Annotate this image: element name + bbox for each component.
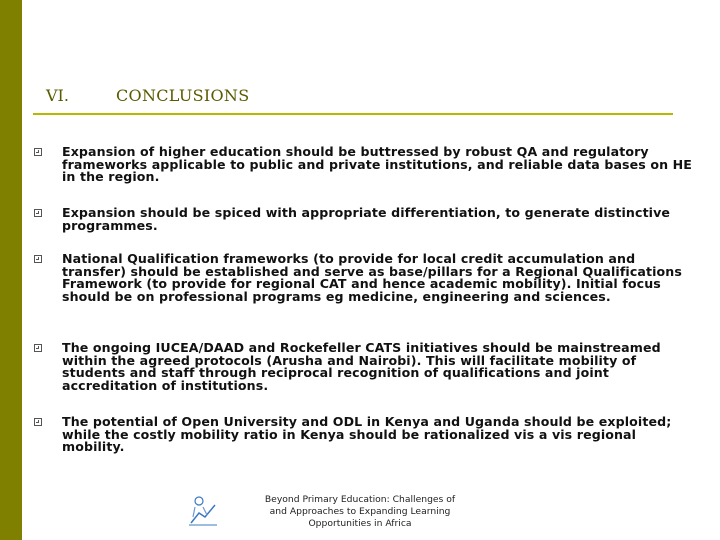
- bullet-text: Expansion of higher education should be buttressed by robust QA and regulatory frameworks applicable to public and private institutions, and reliable data bases on HE in the region.: [62, 144, 692, 184]
- bullet-text: National Qualification frameworks (to provide for local credit accumulation and transfer) should be established and serve as base/pillars for a Regional Qualifications Framework (to provide for regional CAT and hence academic mobility). Initial focus should be on professional programs eg medicine, engineering and sciences.: [62, 251, 682, 304]
- title-text: CONCLUSIONS: [116, 86, 250, 105]
- footer-line-2: and Approaches to Expanding Learning: [269, 505, 451, 517]
- conference-logo-icon: [185, 493, 221, 527]
- square-bullet-icon: [34, 255, 42, 263]
- square-bullet-icon: [34, 418, 42, 426]
- footer-line-3: Opportunities in Africa: [308, 517, 412, 529]
- square-bullet-icon: [34, 209, 42, 217]
- title-underline: [33, 113, 673, 115]
- bullet-text: The ongoing IUCEA/DAAD and Rockefeller CATS initiatives should be mainstreamed within the agreed protocols (Arusha and Nairobi). This will facilitate mobility of students and staff through reciprocal recognition of qualifications and joint accreditation of institutions.: [62, 340, 661, 393]
- footer-caption: [240, 494, 480, 529]
- section-number: VI.: [46, 86, 69, 105]
- bullet-text: Expansion should be spiced with appropriate differentiation, to generate distinctive programmes.: [62, 205, 671, 233]
- bullet-text: The potential of Open University and ODL in Kenya and Uganda should be exploited; while the costly mobility ratio in Kenya should be rationalized vis a vis regional mobility.: [62, 414, 672, 454]
- square-bullet-icon: [34, 148, 42, 156]
- square-bullet-icon: [34, 344, 42, 352]
- side-decorative-bar: [0, 0, 22, 540]
- footer-line-1: Beyond Primary Education: Challenges of: [264, 494, 456, 505]
